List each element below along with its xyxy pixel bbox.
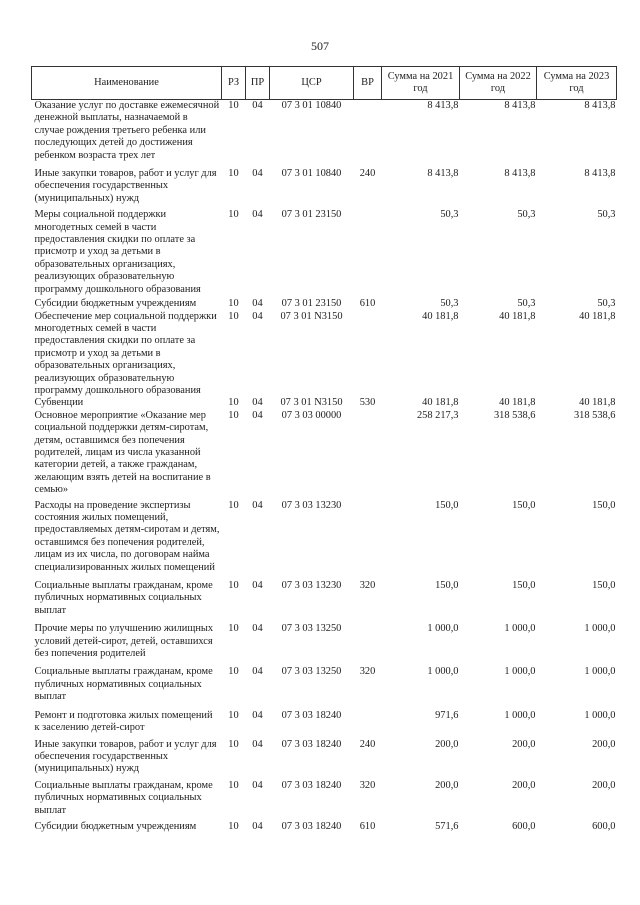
table-row	[32, 704, 617, 735]
row-rz: 10	[228, 738, 239, 750]
header-rz: РЗ	[222, 67, 246, 100]
row-vr	[354, 617, 382, 660]
row-sum-2022: 1 000,0	[504, 666, 536, 678]
row-sum-2022: 50,3	[517, 209, 536, 221]
row-pr: 04	[252, 820, 263, 832]
row-sum-2023: 318 538,6	[573, 409, 616, 421]
row-pr: 04	[252, 298, 263, 310]
row-csr: 07 3 03 13250	[281, 623, 342, 635]
row-csr: 07 3 03 13230	[281, 499, 342, 511]
row-vr	[354, 100, 382, 163]
row-pr: 04	[252, 168, 263, 180]
row-csr: 07 3 01 23150	[281, 209, 342, 221]
row-rz: 10	[228, 100, 239, 111]
row-csr: 07 3 01 10840	[281, 100, 342, 111]
row-vr: 610	[359, 298, 376, 310]
header-sum-2022: Сумма на 2022 год	[460, 67, 537, 100]
row-sum-2023: 200,0	[592, 738, 616, 750]
row-sum-2021: 40 181,8	[422, 397, 459, 409]
row-sum-2021: 150,0	[435, 580, 459, 592]
row-name: Основное мероприятие «Оказание мер социальной поддержки детям-сиротам, детям, оставшимся без попечения родителей, лицам из числа указанной категории детей, а также гражданам, желающим взять детей на воспитание в семью»	[34, 409, 211, 496]
row-sum-2021: 200,0	[435, 779, 459, 791]
row-sum-2023: 50,3	[597, 209, 616, 221]
row-sum-2022: 40 181,8	[499, 310, 536, 322]
row-rz: 10	[228, 666, 239, 678]
row-sum-2021: 971,6	[435, 709, 459, 721]
row-pr: 04	[252, 779, 263, 791]
row-rz: 10	[228, 209, 239, 221]
row-rz: 10	[228, 709, 239, 721]
table-row	[32, 397, 617, 409]
row-sum-2022: 1 000,0	[504, 623, 536, 635]
row-sum-2021: 258 217,3	[416, 409, 459, 421]
row-sum-2023: 200,0	[592, 779, 616, 791]
row-name: Субсидии бюджетным учреждениям	[34, 820, 197, 832]
row-sum-2023: 50,3	[597, 298, 616, 310]
row-rz: 10	[228, 409, 239, 421]
header-csr: ЦСР	[270, 67, 354, 100]
table-row	[32, 735, 617, 776]
row-name: Социальные выплаты гражданам, кроме публичных нормативных социальных выплат	[34, 779, 213, 816]
table-row	[32, 205, 617, 296]
row-vr: 240	[359, 168, 376, 180]
row-sum-2022: 150,0	[512, 580, 536, 592]
row-name: Социальные выплаты гражданам, кроме публичных нормативных социальных выплат	[34, 580, 213, 616]
row-csr: 07 3 01 23150	[281, 298, 342, 310]
row-sum-2023: 8 413,8	[584, 100, 616, 111]
row-csr: 07 3 03 00000	[281, 409, 342, 421]
row-csr: 07 3 01 N3150	[280, 397, 343, 409]
row-name: Субвенции	[34, 397, 84, 409]
row-rz: 10	[228, 168, 239, 180]
row-csr: 07 3 03 18240	[281, 738, 342, 750]
row-pr: 04	[252, 499, 263, 511]
row-name: Иные закупки товаров, работ и услуг для обеспечения государственных (муниципальных) нужд	[34, 168, 217, 204]
row-pr: 04	[252, 738, 263, 750]
table-header-row	[32, 67, 617, 100]
row-csr: 07 3 03 18240	[281, 779, 342, 791]
row-rz: 10	[228, 397, 239, 409]
row-sum-2021: 1 000,0	[427, 666, 459, 678]
row-sum-2023: 40 181,8	[579, 310, 616, 322]
row-pr: 04	[252, 409, 263, 421]
row-sum-2021: 571,6	[435, 820, 459, 832]
row-sum-2022: 150,0	[512, 499, 536, 511]
row-sum-2021: 50,3	[440, 298, 459, 310]
row-sum-2022: 200,0	[512, 779, 536, 791]
row-vr	[354, 410, 382, 497]
row-sum-2022: 50,3	[517, 298, 536, 310]
row-sum-2021: 50,3	[440, 209, 459, 221]
row-vr: 320	[359, 666, 376, 678]
row-vr	[354, 311, 382, 398]
row-sum-2023: 40 181,8	[579, 397, 616, 409]
header-name: Наименование	[32, 67, 222, 100]
table-row	[32, 617, 617, 660]
row-sum-2021: 150,0	[435, 499, 459, 511]
row-vr	[354, 704, 382, 735]
row-sum-2022: 8 413,8	[504, 100, 536, 111]
row-vr	[354, 205, 382, 296]
row-sum-2023: 1 000,0	[584, 666, 616, 678]
row-csr: 07 3 03 13230	[281, 580, 342, 592]
row-vr	[354, 497, 382, 574]
table-row	[32, 410, 617, 497]
row-vr: 320	[359, 779, 376, 791]
row-sum-2021: 8 413,8	[427, 100, 459, 111]
row-sum-2021: 1 000,0	[427, 623, 459, 635]
row-name: Иные закупки товаров, работ и услуг для обеспечения государственных (муниципальных) нужд	[34, 738, 217, 775]
page-number: 507	[311, 39, 329, 53]
table-row	[32, 162, 617, 205]
row-sum-2021: 40 181,8	[422, 310, 459, 322]
budget-table	[31, 66, 617, 833]
row-vr: 610	[359, 820, 376, 832]
row-csr: 07 3 01 N3150	[280, 310, 343, 322]
table-row	[32, 817, 617, 833]
row-csr: 07 3 03 18240	[281, 820, 342, 832]
row-rz: 10	[228, 499, 239, 511]
row-pr: 04	[252, 397, 263, 409]
row-sum-2022: 200,0	[512, 738, 536, 750]
row-sum-2023: 600,0	[592, 820, 616, 832]
header-sum-2021: Сумма на 2021 год	[382, 67, 460, 100]
row-sum-2021: 200,0	[435, 738, 459, 750]
table-row	[32, 574, 617, 617]
row-pr: 04	[252, 310, 263, 322]
row-pr: 04	[252, 100, 263, 111]
row-sum-2022: 40 181,8	[499, 397, 536, 409]
row-name: Социальные выплаты гражданам, кроме публичных нормативных социальных выплат	[34, 666, 213, 703]
row-csr: 07 3 03 18240	[281, 709, 342, 721]
table-row	[32, 660, 617, 703]
row-csr: 07 3 03 13250	[281, 666, 342, 678]
row-rz: 10	[228, 623, 239, 635]
row-csr: 07 3 01 10840	[281, 168, 342, 180]
row-sum-2022: 1 000,0	[504, 709, 536, 721]
row-name: Ремонт и подготовка жилых помещений к заселению детей-сирот	[34, 709, 213, 734]
row-rz: 10	[228, 820, 239, 832]
row-sum-2022: 600,0	[512, 820, 536, 832]
row-sum-2023: 8 413,8	[584, 168, 616, 180]
row-vr: 530	[359, 397, 376, 409]
table-row	[32, 497, 617, 574]
row-name: Прочие меры по улучшению жилищных условий детей-сирот, детей, оставшихся без попечения родителей	[34, 623, 214, 660]
row-sum-2023: 1 000,0	[584, 709, 616, 721]
row-name: Меры социальной поддержки многодетных семей в части предоставления скидки по оплате за присмотр и уход за детьми в образовательных организациях, реализующих образовательную программу дошкольного образования	[34, 209, 201, 295]
header-pr: ПР	[246, 67, 270, 100]
row-pr: 04	[252, 580, 263, 592]
header-sum-2023: Сумма на 2023 год	[537, 67, 617, 100]
row-rz: 10	[228, 580, 239, 592]
row-rz: 10	[228, 298, 239, 310]
row-name: Субсидии бюджетным учреждениям	[34, 298, 197, 310]
row-sum-2023: 1 000,0	[584, 623, 616, 635]
row-pr: 04	[252, 209, 263, 221]
row-pr: 04	[252, 666, 263, 678]
table-row	[32, 776, 617, 817]
row-pr: 04	[252, 709, 263, 721]
table-row	[32, 296, 617, 310]
row-sum-2022: 318 538,6	[493, 409, 536, 421]
table-body	[32, 100, 617, 834]
row-vr: 320	[359, 580, 376, 592]
row-sum-2022: 8 413,8	[504, 168, 536, 180]
row-sum-2023: 150,0	[592, 580, 616, 592]
row-name: Расходы на проведение экспертизы состояния жилых помещений, предоставляемых детям-сиротам и детям, оставшимся без попечения родителей, лицам из их числа, по договорам найма специализированных жилых помещений	[34, 499, 220, 573]
row-rz: 10	[228, 779, 239, 791]
table-row	[32, 311, 617, 398]
row-sum-2023: 150,0	[592, 499, 616, 511]
table-row	[32, 100, 617, 163]
row-name: Обеспечение мер социальной поддержки многодетных семей в части предоставления скидки по оплате за присмотр и уход за детьми в образовательных организациях, реализующих образовательную программу дошкольного образования	[34, 310, 217, 396]
row-name: Оказание услуг по доставке ежемесячной денежной выплаты, назначаемой в случае рождения третьего ребенка или последующих детей до достижения ребенком возраста трех лет	[34, 100, 220, 161]
row-vr: 240	[359, 738, 376, 750]
row-pr: 04	[252, 623, 263, 635]
row-rz: 10	[228, 310, 239, 322]
header-vr: ВР	[354, 67, 382, 100]
row-sum-2021: 8 413,8	[427, 168, 459, 180]
